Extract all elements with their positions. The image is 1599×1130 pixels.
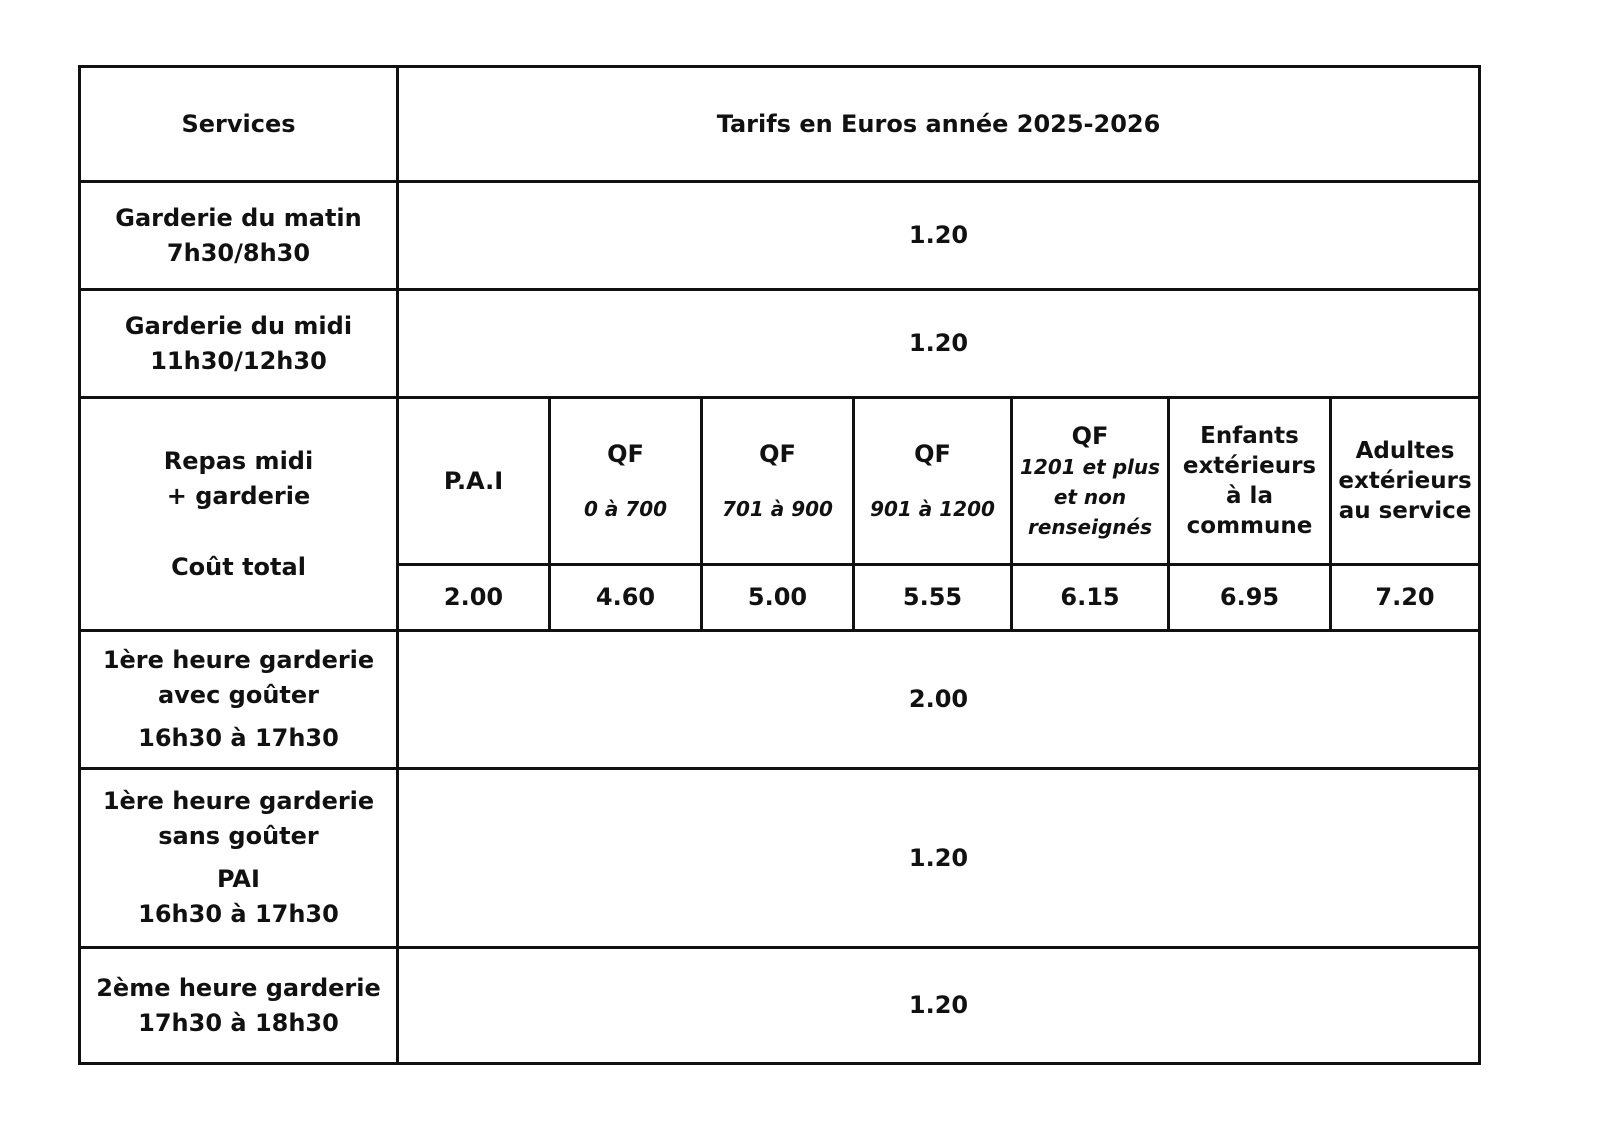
header-services: Services xyxy=(80,67,398,182)
head-qf-3-range: 901 à 1200 xyxy=(870,497,995,521)
header-tarifs: Tarifs en Euros année 2025-2026 xyxy=(398,67,1480,182)
price-qf-1: 4.60 xyxy=(550,565,702,631)
head-qf-2-range: 701 à 900 xyxy=(722,497,833,521)
label-garderie-1h-gouter-l2: avec goûter xyxy=(157,681,320,709)
row-garderie-1h-gouter xyxy=(80,631,1480,769)
price-enfants-exterieurs: 6.95 xyxy=(1169,565,1331,631)
label-garderie-1h-sans-gouter-l1: 1ère heure garderie xyxy=(102,787,375,815)
price-pai: 2.00 xyxy=(398,565,550,631)
head-qf-3 xyxy=(854,398,1012,565)
head-adultes-exterieurs xyxy=(1331,398,1480,565)
price-garderie-midi: 1.20 xyxy=(398,290,1480,398)
head-pai-text: P.A.I xyxy=(443,467,504,495)
row-repas-heads xyxy=(80,398,1480,565)
price-garderie-1h-sans-gouter: 1.20 xyxy=(398,769,1480,948)
label-garderie-midi xyxy=(80,290,398,398)
row-garderie-2h xyxy=(80,948,1480,1064)
head-qf-4-range-l3: renseignés xyxy=(1027,515,1152,539)
label-repas-line2: + garderie xyxy=(166,481,311,510)
label-garderie-1h-sans-gouter xyxy=(80,769,398,948)
row-garderie-1h-sans-gouter xyxy=(80,769,1480,948)
header-row xyxy=(80,67,1480,182)
head-adultes-l2: extérieurs xyxy=(1338,468,1472,494)
label-garderie-1h-sans-gouter-horaire: 16h30 à 17h30 xyxy=(138,900,339,928)
head-qf-1-range: 0 à 700 xyxy=(583,497,668,521)
row-garderie-matin xyxy=(80,182,1480,290)
price-qf-2: 5.00 xyxy=(702,565,854,631)
label-garderie-2h xyxy=(80,948,398,1064)
head-adultes-l3: au service xyxy=(1338,498,1472,524)
head-enfants-l3: à la xyxy=(1226,483,1273,509)
label-garderie-1h-sans-gouter-l3: PAI xyxy=(217,865,260,893)
head-enfants-l4: commune xyxy=(1186,513,1313,539)
head-qf-3-text: QF xyxy=(914,440,951,468)
label-garderie-matin-text: Garderie du matin xyxy=(115,203,362,232)
price-garderie-2h: 1.20 xyxy=(398,948,1480,1064)
label-garderie-1h-gouter-l1: 1ère heure garderie xyxy=(102,646,375,674)
tarifs-table xyxy=(78,65,1481,1065)
label-repas-line1: Repas midi xyxy=(163,446,314,475)
label-repas xyxy=(80,398,398,631)
head-enfants-l1: Enfants xyxy=(1200,423,1299,449)
head-qf-2 xyxy=(702,398,854,565)
row-garderie-midi xyxy=(80,290,1480,398)
head-qf-4-range-l2: et non xyxy=(1053,485,1127,509)
label-garderie-2h-text: 2ème heure garderie xyxy=(96,973,381,1002)
head-qf-4-range-l1: 1201 et plus xyxy=(1019,455,1161,479)
head-qf-4 xyxy=(1012,398,1169,565)
label-garderie-matin xyxy=(80,182,398,290)
price-qf-3: 5.55 xyxy=(854,565,1012,631)
price-qf-4: 6.15 xyxy=(1012,565,1169,631)
head-qf-1-text: QF xyxy=(607,440,644,468)
head-qf-1 xyxy=(550,398,702,565)
label-garderie-1h-sans-gouter-l2: sans goûter xyxy=(158,822,319,850)
label-garderie-1h-gouter xyxy=(80,631,398,769)
label-garderie-2h-horaire: 17h30 à 18h30 xyxy=(138,1008,339,1037)
label-garderie-matin-horaire: 7h30/8h30 xyxy=(166,238,311,267)
price-garderie-1h-gouter: 2.00 xyxy=(398,631,1480,769)
label-garderie-midi-horaire: 11h30/12h30 xyxy=(150,346,327,375)
head-enfants-exterieurs xyxy=(1169,398,1331,565)
price-adultes-exterieurs: 7.20 xyxy=(1331,565,1480,631)
head-enfants-l2: extérieurs xyxy=(1182,453,1317,479)
label-garderie-midi-text: Garderie du midi xyxy=(124,311,353,340)
head-pai xyxy=(398,398,550,565)
head-adultes-l1: Adultes xyxy=(1355,438,1455,464)
label-garderie-1h-gouter-horaire: 16h30 à 17h30 xyxy=(138,724,339,752)
head-qf-2-text: QF xyxy=(759,440,796,468)
price-garderie-matin: 1.20 xyxy=(398,182,1480,290)
label-repas-line3: Coût total xyxy=(171,552,306,581)
head-qf-4-text: QF xyxy=(1071,422,1109,450)
